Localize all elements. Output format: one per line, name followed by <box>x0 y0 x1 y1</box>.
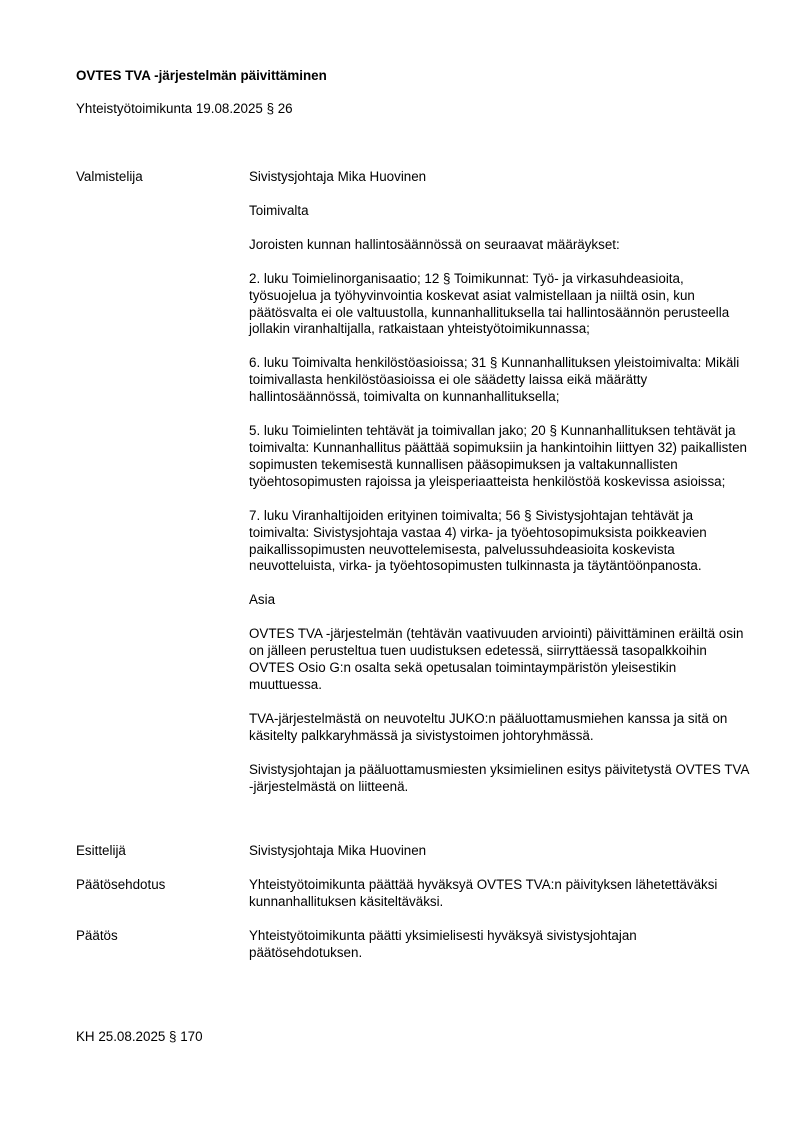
preparer-name: Sivistysjohtaja Mika Huovinen <box>249 169 427 184</box>
proposal-text: Yhteistyötoimikunta päättää hyväksyä OVTES TVA:n päivityksen lähetettäväksi kunnanhallituksen käsiteltäväksi. <box>249 877 718 909</box>
matter-paragraph: Sivistysjohtajan ja pääluottamusmiesten yksimielinen esitys päivitetystä OVTES TVA -järjestelmästä on liitteenä. <box>249 761 749 794</box>
meeting-reference: Yhteistyötoimikunta 19.08.2025 § 26 <box>76 101 293 116</box>
authority-intro: Joroisten kunnan hallintosäännössä on seuraavat määräykset: <box>249 236 620 252</box>
presenter-name: Sivistysjohtaja Mika Huovinen <box>249 843 427 858</box>
decision-text: Yhteistyötoimikunta päätti yksimielisesti hyväksyä sivistysjohtajan päätösehdotuksen. <box>249 928 637 960</box>
rule-paragraph: 6. luku Toimivalta henkilöstöasioissa; 31 § Kunnanhallituksen yleistoimivalta: Mikäli toimivallasta henkilöstöasioissa ei ole säädetty laissa eikä määrätty hallintosäännössä, toimivalta on kunnanhallituksella; <box>249 355 740 405</box>
rule-paragraph: 7. luku Viranhaltijoiden erityinen toimivalta; 56 § Sivistysjohtajan tehtävät ja toimivalta: Sivistysjohtaja vastaa 4) virka- ja työehtosopimuksista poikkeavien paikallissopimusten neuvottelemisesta, palvelussuhdeasioita koskevista neuvotteluista, virka- ja työehtosopimusten tulkinnasta ja täytäntöönpanosta. <box>249 507 707 574</box>
presenter-label: Esittelijä <box>76 843 126 858</box>
matter-heading: Asia <box>249 592 276 608</box>
document-title: OVTES TVA -järjestelmän päivittäminen <box>76 68 327 83</box>
rule-paragraph: 2. luku Toimielinorganisaatio; 12 § Toimikunnat: Työ- ja virkasuhdeasioita, työsuojelua ja työhyvinvointia koskevat asiat valmistellaan ja niiltä osin, kun päätösvalta ei ole valtuustolla, kunnanhallituksella tai hallintosäännön perusteella jollakin viranhaltijalla, ratkaistaan yhteistyötoimikunnassa; <box>249 270 730 337</box>
decision-label: Päätös <box>76 928 118 943</box>
proposal-label: Päätösehdotus <box>76 877 166 892</box>
preparer-label: Valmistelija <box>76 169 143 184</box>
rule-paragraph: 5. luku Toimielinten tehtävät ja toimivallan jako; 20 § Kunnanhallituksen tehtävät ja toimivalta: Kunnanhallitus päättää sopimuksiin ja hankintoihin liittyen 32) paikallisten sopimusten tekemisestä kunnallisen pääsopimuksen ja valtakunnallisten työehtosopimusten rajoissa ja yleisperiaatteista henkilöstöä koskevissa asioissa; <box>249 423 747 489</box>
matter-paragraph: TVA-järjestelmästä on neuvoteltu JUKO:n pääluottamusmiehen kanssa ja sitä on käsitelty palkkaryhmässä ja sivistystoimen johtoryhmässä. <box>249 710 728 743</box>
main-body <box>249 169 749 795</box>
authority-heading: Toimivalta <box>249 202 309 218</box>
footer-reference: KH 25.08.2025 § 170 <box>76 1029 203 1044</box>
matter-paragraph: OVTES TVA -järjestelmän (tehtävän vaativuuden arviointi) päivittäminen eräiltä osin on jälleen perusteltua tuen uudistuksen edetessä, siirryttäessä tasopalkkoihin OVTES Osio G:n osalta sekä opetusalan toimintaympäristön yleisestikin muuttuessa. <box>249 626 744 692</box>
